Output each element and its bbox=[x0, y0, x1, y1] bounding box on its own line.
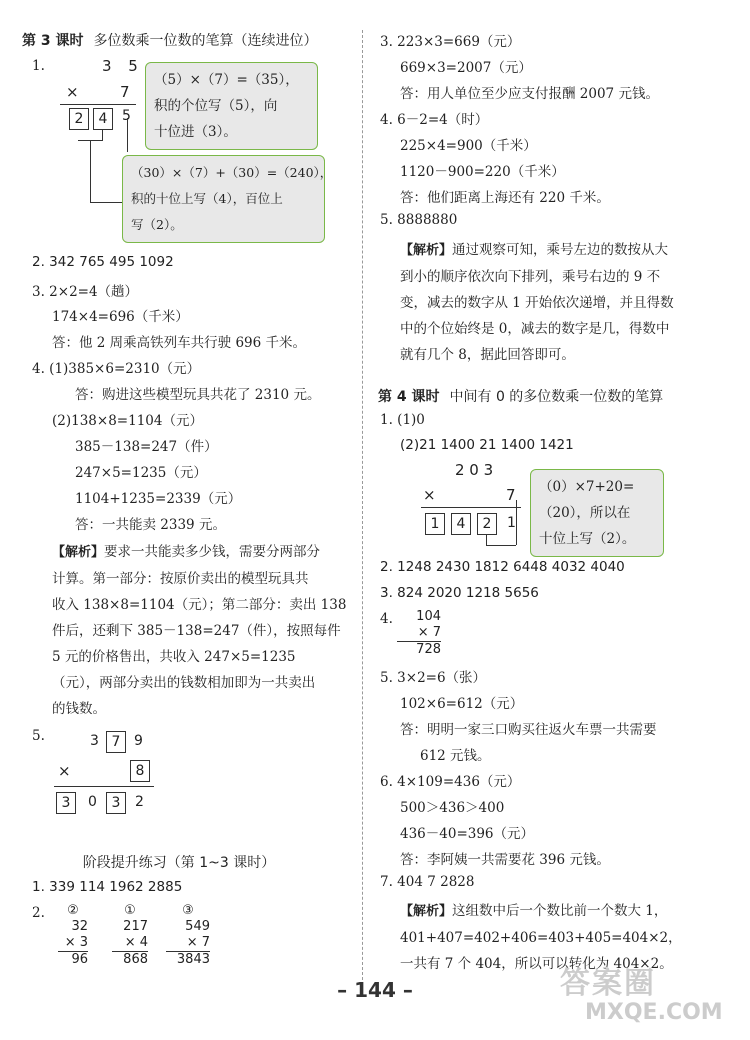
analysis-line: 要求一共能卖多少钱，需要分两部分 bbox=[104, 544, 321, 560]
answer-line: 1120－900=220（千米） bbox=[400, 164, 565, 180]
multiplicand: 2 0 3 bbox=[455, 461, 494, 479]
answer-line: 1. 339 114 1962 2885 bbox=[32, 879, 183, 895]
calc-top: 217 bbox=[123, 919, 148, 934]
answer-line: 174×4=696（千米） bbox=[52, 309, 189, 325]
order-mark: ③ bbox=[182, 903, 194, 918]
answer-line: 4. 6－2=4（时） bbox=[380, 112, 489, 128]
analysis-block bbox=[52, 539, 346, 722]
answer-line: 3. 2×2=4（趟） bbox=[32, 284, 139, 300]
section-prefix: 第 4 课时 bbox=[378, 389, 440, 405]
arrow-line bbox=[486, 535, 487, 545]
answer-line: 5. 3×2=6（张） bbox=[380, 670, 487, 686]
analysis-line: 收入 138×8=1104（元）；第二部分：卖出 138 bbox=[52, 597, 347, 613]
order-mark: ② bbox=[67, 903, 79, 918]
result-line bbox=[54, 786, 154, 787]
analysis-line: （元），两部分卖出的钱数相加即为一共卖出 bbox=[52, 675, 316, 691]
calc-top: 104 bbox=[416, 609, 441, 624]
explanation-callout bbox=[145, 62, 318, 150]
answer-line: 3. 223×3=669（元） bbox=[380, 34, 521, 50]
arrow-line bbox=[90, 202, 122, 203]
analysis-tag: 【解析】 bbox=[400, 904, 453, 919]
times-sign: × bbox=[423, 486, 436, 504]
result-digit: 1 bbox=[507, 515, 516, 531]
analysis-line: 通过观察可知，乘号左边的数按从大 bbox=[452, 242, 669, 258]
answer-line: 247×5=1235（元） bbox=[75, 465, 207, 481]
calc-mul: × 7 bbox=[417, 625, 441, 640]
answer-box: 4 bbox=[93, 108, 113, 130]
calc-top: 32 bbox=[71, 919, 88, 934]
question-number: 5. bbox=[32, 728, 45, 744]
analysis-line: 5 元的价格售出，共收入 247×5=1235 bbox=[52, 649, 296, 665]
calc-result: 868 bbox=[112, 951, 148, 968]
answer-line: 答：他们距离上海还有 220 千米。 bbox=[400, 190, 610, 206]
answer-line: 答：李阿姨一共需要花 396 元钱。 bbox=[400, 852, 610, 868]
answer-line: 答：用人单位至少应支付报酬 2007 元钱。 bbox=[400, 86, 659, 102]
answer-line: 225×4=900（千米） bbox=[400, 138, 537, 154]
vertical-calc bbox=[112, 903, 148, 968]
answer-line: 答：购进这些模型玩具共花了 2310 元。 bbox=[75, 387, 321, 403]
digit: 0 bbox=[88, 794, 97, 810]
answer-line: 答：明明一家三口购买往返火车票一共需要 bbox=[400, 722, 657, 738]
question-number: 1. bbox=[32, 58, 45, 74]
question-number: 4. bbox=[380, 611, 393, 627]
order-mark: ① bbox=[124, 903, 136, 918]
answer-line: 385－138=247（件） bbox=[75, 439, 218, 455]
answer-line: 4. (1)385×6=2310（元） bbox=[32, 361, 201, 377]
vertical-calc bbox=[397, 609, 441, 658]
digit: 2 bbox=[135, 794, 144, 810]
callout-line: （5）×（7）=（35）， bbox=[154, 72, 299, 88]
answer-box: 2 bbox=[69, 108, 89, 130]
answer-line: 612 元钱。 bbox=[420, 748, 491, 764]
callout-line: （30）×（7）+（30）=（240）， bbox=[131, 165, 333, 180]
times-sign: × bbox=[66, 83, 79, 101]
answer-box: 4 bbox=[451, 513, 471, 535]
vertical-calc bbox=[58, 903, 88, 968]
analysis-line: 计算。第一部分：按原价卖出的模型玩具共 bbox=[52, 571, 309, 587]
calc-mul: × 7 bbox=[186, 935, 210, 950]
watermark-logo: 答案圈 bbox=[560, 966, 656, 1001]
calc-mul: × 4 bbox=[124, 935, 148, 950]
answer-box: 8 bbox=[130, 760, 150, 782]
digit: 9 bbox=[134, 733, 143, 749]
arrow-line bbox=[127, 118, 128, 152]
callout-line: （0）×7+20= bbox=[539, 479, 635, 495]
vertical-calc bbox=[166, 903, 210, 968]
explanation-callout bbox=[122, 155, 333, 243]
arrow-line bbox=[516, 500, 517, 545]
section-title: 多位数乘一位数的笔算（连续进位） bbox=[93, 33, 318, 49]
section-prefix: 第 3 课时 bbox=[22, 33, 84, 49]
answer-line: 答：一共能卖 2339 元。 bbox=[75, 517, 226, 533]
analysis-line: 就有几个 8，据此回答即可。 bbox=[400, 347, 575, 363]
answer-line: 436－40=396（元） bbox=[400, 826, 535, 842]
analysis-line: 件后，还剩下 385－138=247（件），按照每件 bbox=[52, 623, 341, 639]
analysis-line: 变，减去的数字从 1 开始依次递增，并且得数 bbox=[400, 295, 674, 311]
analysis-line: 到小的顺序依次向下排列，乘号右边的 9 不 bbox=[400, 269, 661, 285]
right-column bbox=[375, 0, 750, 1040]
answer-line: 7. 404 7 2828 bbox=[380, 874, 475, 890]
answer-box: 3 bbox=[56, 792, 76, 814]
answer-box: 7 bbox=[106, 731, 126, 753]
callout-line: 积的十位上写（4），百位上 bbox=[131, 191, 283, 206]
result-digit: 5 bbox=[122, 108, 131, 124]
section-3-heading bbox=[22, 30, 318, 50]
callout-line: 写（2）。 bbox=[131, 217, 183, 232]
calc-top: 549 bbox=[185, 919, 210, 934]
result-line bbox=[60, 104, 136, 105]
column-divider bbox=[362, 30, 363, 990]
calc-result: 728 bbox=[397, 641, 441, 658]
result-line bbox=[421, 507, 521, 508]
analysis-line: 401+407=402+406=403+405=404×2， bbox=[400, 930, 682, 946]
analysis-line: 的钱数。 bbox=[52, 701, 106, 717]
section-title: 中间有 0 的多位数乘一位数的笔算 bbox=[449, 389, 664, 405]
digit: 3 bbox=[90, 733, 99, 749]
question-number: 2. bbox=[32, 905, 45, 921]
multiplier: 7 bbox=[120, 83, 130, 101]
answer-box: 2 bbox=[477, 513, 497, 535]
answer-line: 500＞436＞400 bbox=[400, 800, 505, 816]
calc-result: 96 bbox=[58, 951, 88, 968]
answer-line: 102×6=612（元） bbox=[400, 696, 524, 712]
stage-practice-title: 阶段提升练习（第 1~3 课时） bbox=[82, 855, 276, 871]
multiplicand: 3 5 bbox=[102, 57, 144, 75]
answer-line: 1104+1235=2339（元） bbox=[75, 491, 242, 507]
times-sign: × bbox=[58, 762, 71, 780]
answer-line: 1. (1)0 bbox=[380, 412, 425, 428]
left-column bbox=[0, 0, 358, 1040]
answer-line: 6. 4×109=436（元） bbox=[380, 774, 521, 790]
answer-box: 1 bbox=[425, 513, 445, 535]
answer-line: 答：他 2 周乘高铁列车共行驶 696 千米。 bbox=[52, 335, 307, 351]
callout-line: （20），所以在 bbox=[539, 505, 631, 521]
calc-result: 3843 bbox=[166, 951, 210, 968]
section-4-heading bbox=[378, 386, 663, 406]
analysis-line: 这组数中后一个数比前一个数大 1， bbox=[452, 903, 668, 919]
arrow-line bbox=[90, 140, 91, 202]
calc-mul: × 3 bbox=[64, 935, 88, 950]
multiplier: 7 bbox=[506, 486, 516, 504]
callout-line: 十位进（3）。 bbox=[154, 124, 237, 140]
answer-line: 2. 1248 2430 1812 6448 4032 4040 bbox=[380, 559, 625, 575]
answer-line: (2)21 1400 21 1400 1421 bbox=[400, 437, 574, 453]
watermark-url: MXQE.COM bbox=[585, 1000, 723, 1025]
answer-line: 2. 342 765 495 1092 bbox=[32, 254, 174, 270]
explanation-callout bbox=[530, 469, 664, 557]
page-number: – 144 – bbox=[337, 978, 413, 1002]
analysis-tag: 【解析】 bbox=[400, 243, 453, 258]
connector bbox=[102, 130, 103, 140]
answer-line: 669×3=2007（元） bbox=[400, 60, 532, 76]
answer-line: 3. 824 2020 1218 5656 bbox=[380, 585, 539, 601]
analysis-block bbox=[400, 237, 674, 368]
callout-line: 十位上写（2）。 bbox=[539, 531, 636, 547]
analysis-line: 中的个位始终是 0，减去的数字是几，得数中 bbox=[400, 321, 670, 337]
arrow-line bbox=[486, 545, 516, 546]
answer-box: 3 bbox=[106, 792, 126, 814]
answer-line: (2)138×8=1104（元） bbox=[52, 413, 203, 429]
callout-line: 积的个位写（5），向 bbox=[154, 98, 278, 114]
analysis-tag: 【解析】 bbox=[52, 545, 105, 560]
analysis-line: 一共有 7 个 404，所以可以转化为 404×2。 bbox=[400, 956, 673, 972]
answer-line: 5. 8888880 bbox=[380, 212, 458, 228]
